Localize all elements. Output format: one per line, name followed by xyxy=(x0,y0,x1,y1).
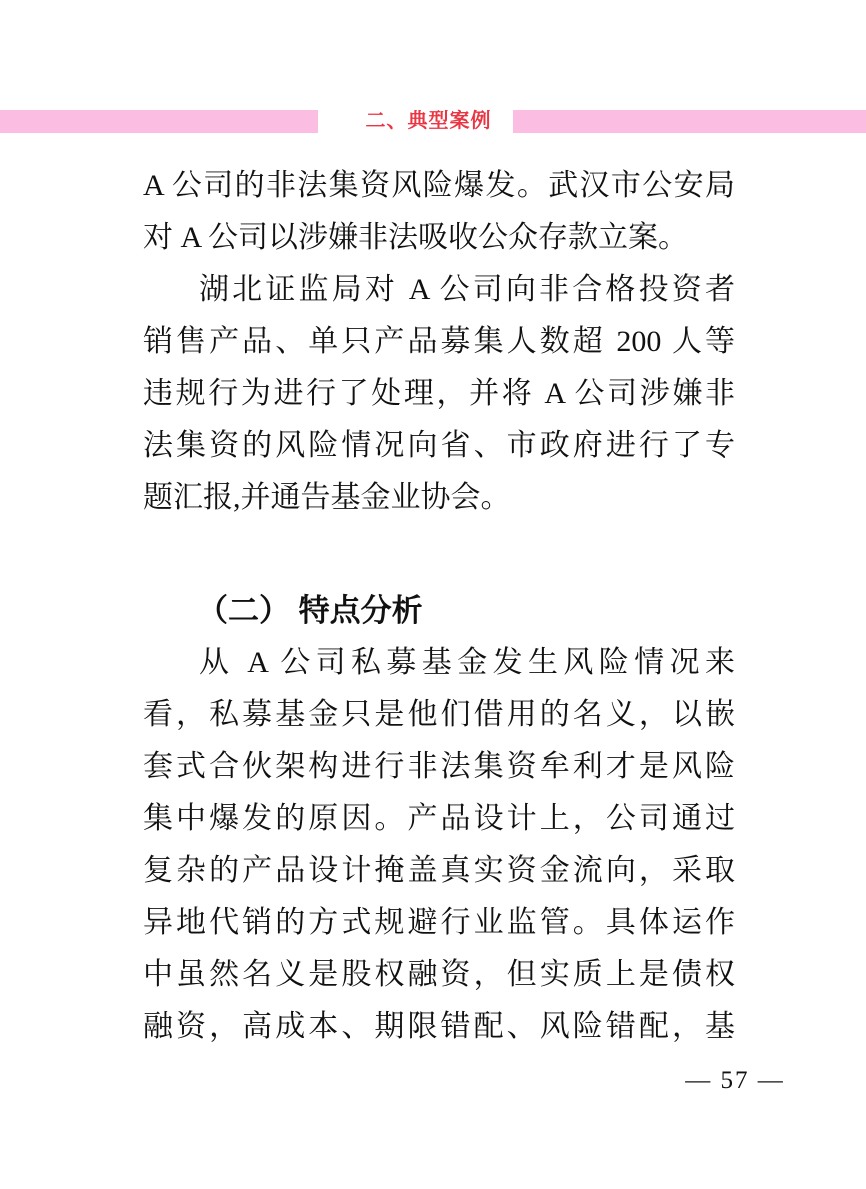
text-line: 看，私募基金只是他们借用的名义，以嵌 xyxy=(143,698,735,731)
text-line: A 公司的非法集资风险爆发。武汉市公安局 xyxy=(143,169,735,202)
text-line: 复杂的产品设计掩盖真实资金流向，采取 xyxy=(143,854,735,887)
header-band-left-segment xyxy=(0,110,318,133)
text-line: 从 A 公司私募基金发生风险情况来 xyxy=(199,646,735,679)
page-number: — 57 — xyxy=(685,1067,785,1094)
text-line: 套式合伙架构进行非法集资牟利才是风险 xyxy=(143,750,735,783)
text-line: 集中爆发的原因。产品设计上，公司通过 xyxy=(143,802,735,835)
text-line: 销售产品、单只产品募集人数超 200 人等 xyxy=(143,325,735,358)
text-line: 对 A 公司以涉嫌非法吸收公众存款立案。 xyxy=(143,221,689,254)
section-heading: （二） 特点分析 xyxy=(197,593,423,628)
running-head-title: 二、典型案例 xyxy=(365,110,492,132)
text-line: 湖北证监局对 A 公司向非合格投资者 xyxy=(199,273,735,306)
text-line: 融资，高成本、期限错配、风险错配，基 xyxy=(143,1010,735,1043)
text-line: 题汇报,并通告基金业协会。 xyxy=(143,481,511,514)
text-line: 法集资的风险情况向省、市政府进行了专 xyxy=(143,429,735,462)
header-band xyxy=(0,110,866,133)
text-line: 中虽然名义是股权融资，但实质上是债权 xyxy=(143,958,735,991)
text-line: 异地代销的方式规避行业监管。具体运作 xyxy=(143,906,735,939)
body-text xyxy=(143,160,735,1053)
text-line: 违规行为进行了处理，并将 A 公司涉嫌非 xyxy=(143,377,735,410)
header-band-right-segment xyxy=(513,110,866,133)
